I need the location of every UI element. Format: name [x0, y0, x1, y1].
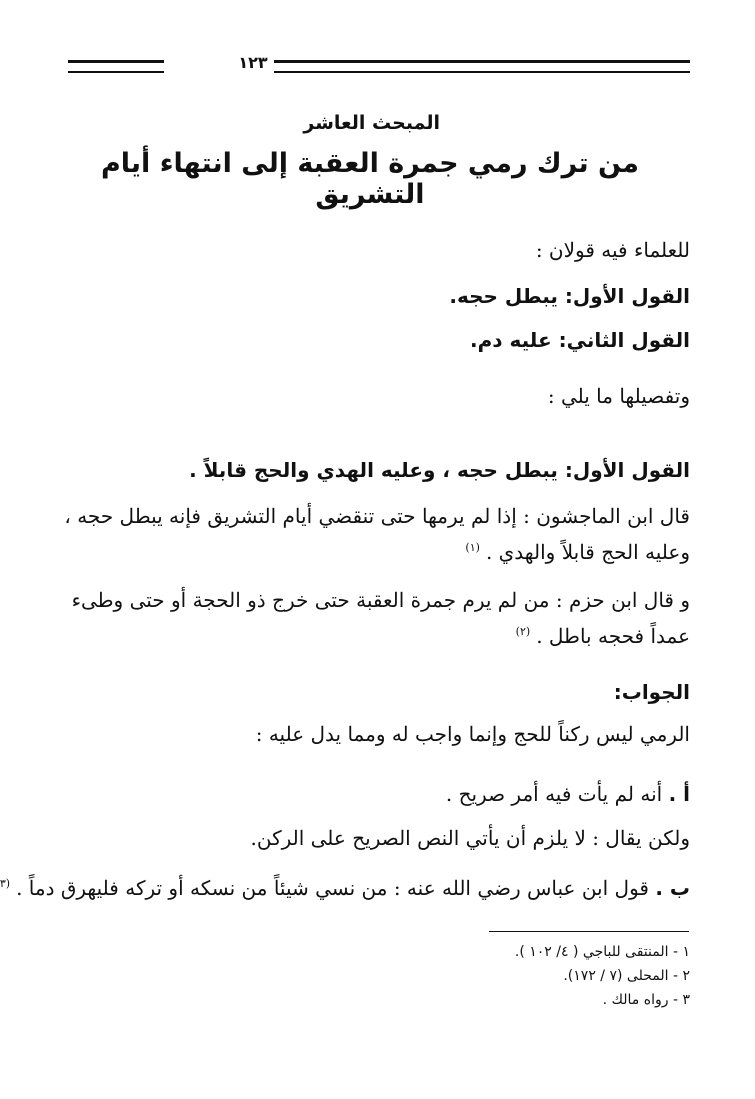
footnote-1: ١ - المنتقى للباجي ( ٤/ ١٠٢ ). [514, 944, 690, 960]
footnote-ref-3: (٣ [0, 877, 11, 891]
counter-line: ولكن يقال : لا يلزم أن يأتي النص الصريح على الركن. [250, 826, 690, 850]
footnote-separator [489, 931, 689, 932]
opinion-1: القول الأول: يبطل حجه. [449, 284, 690, 308]
point-b-text: قول ابن عباس رضي الله عنه : من نسي شيئاً من نسكه أو تركه فليهرق دماً . [16, 876, 649, 900]
para1-line1: قال ابن الماجشون : إذا لم يرمها حتى تنقضي أيام التشريق فإنه يبطل حجه ، [64, 504, 690, 528]
details-intro: وتفصيلها ما يلي : [547, 384, 690, 408]
main-title: من ترك رمي جمرة العقبة إلى انتهاء أيام التشريق [100, 148, 640, 210]
point-a [60, 782, 690, 806]
para2-line1: و قال ابن حزم : من لم يرم جمرة العقبة حتى خرج ذو الحجة أو حتى وطىء [71, 588, 690, 612]
footnote-3: ٣ - رواه مالك . [602, 992, 690, 1008]
para1-line2 [60, 540, 690, 564]
point-a-label: أ . [668, 782, 690, 806]
page-header [68, 53, 690, 72]
header-rule-left [68, 60, 164, 73]
point-b [0, 876, 690, 900]
point-a-text: أنه لم يأت فيه أمر صريح . [445, 782, 663, 806]
para2-line2-text: عمداً فحجه باطل . [536, 624, 690, 648]
para1-line2-text: وعليه الحج قابلاً والهدي . [485, 540, 690, 564]
opinion-2: القول الثاني: عليه دم. [470, 328, 690, 352]
first-opinion-heading: القول الأول: يبطل حجه ، وعليه الهدي والحج قابلاً . [189, 458, 690, 482]
intro-line: للعلماء فيه قولان : [535, 238, 690, 262]
header-rule-right [274, 60, 690, 73]
page-number: ١٢٣ [238, 53, 268, 72]
answer-line: الرمي ليس ركناً للحج وإنما واجب له ومما يدل عليه : [255, 722, 690, 746]
point-b-label: ب . [655, 876, 690, 900]
section-title: المبحث العاشر [303, 112, 440, 134]
answer-heading: الجواب: [613, 680, 690, 704]
footnote-ref-2: (٢) [515, 625, 531, 639]
footnote-2: ٢ - المحلى (٧ / ١٧٢). [563, 968, 690, 984]
para2-line2 [60, 624, 690, 648]
footnote-ref-1: (١) [465, 541, 480, 555]
